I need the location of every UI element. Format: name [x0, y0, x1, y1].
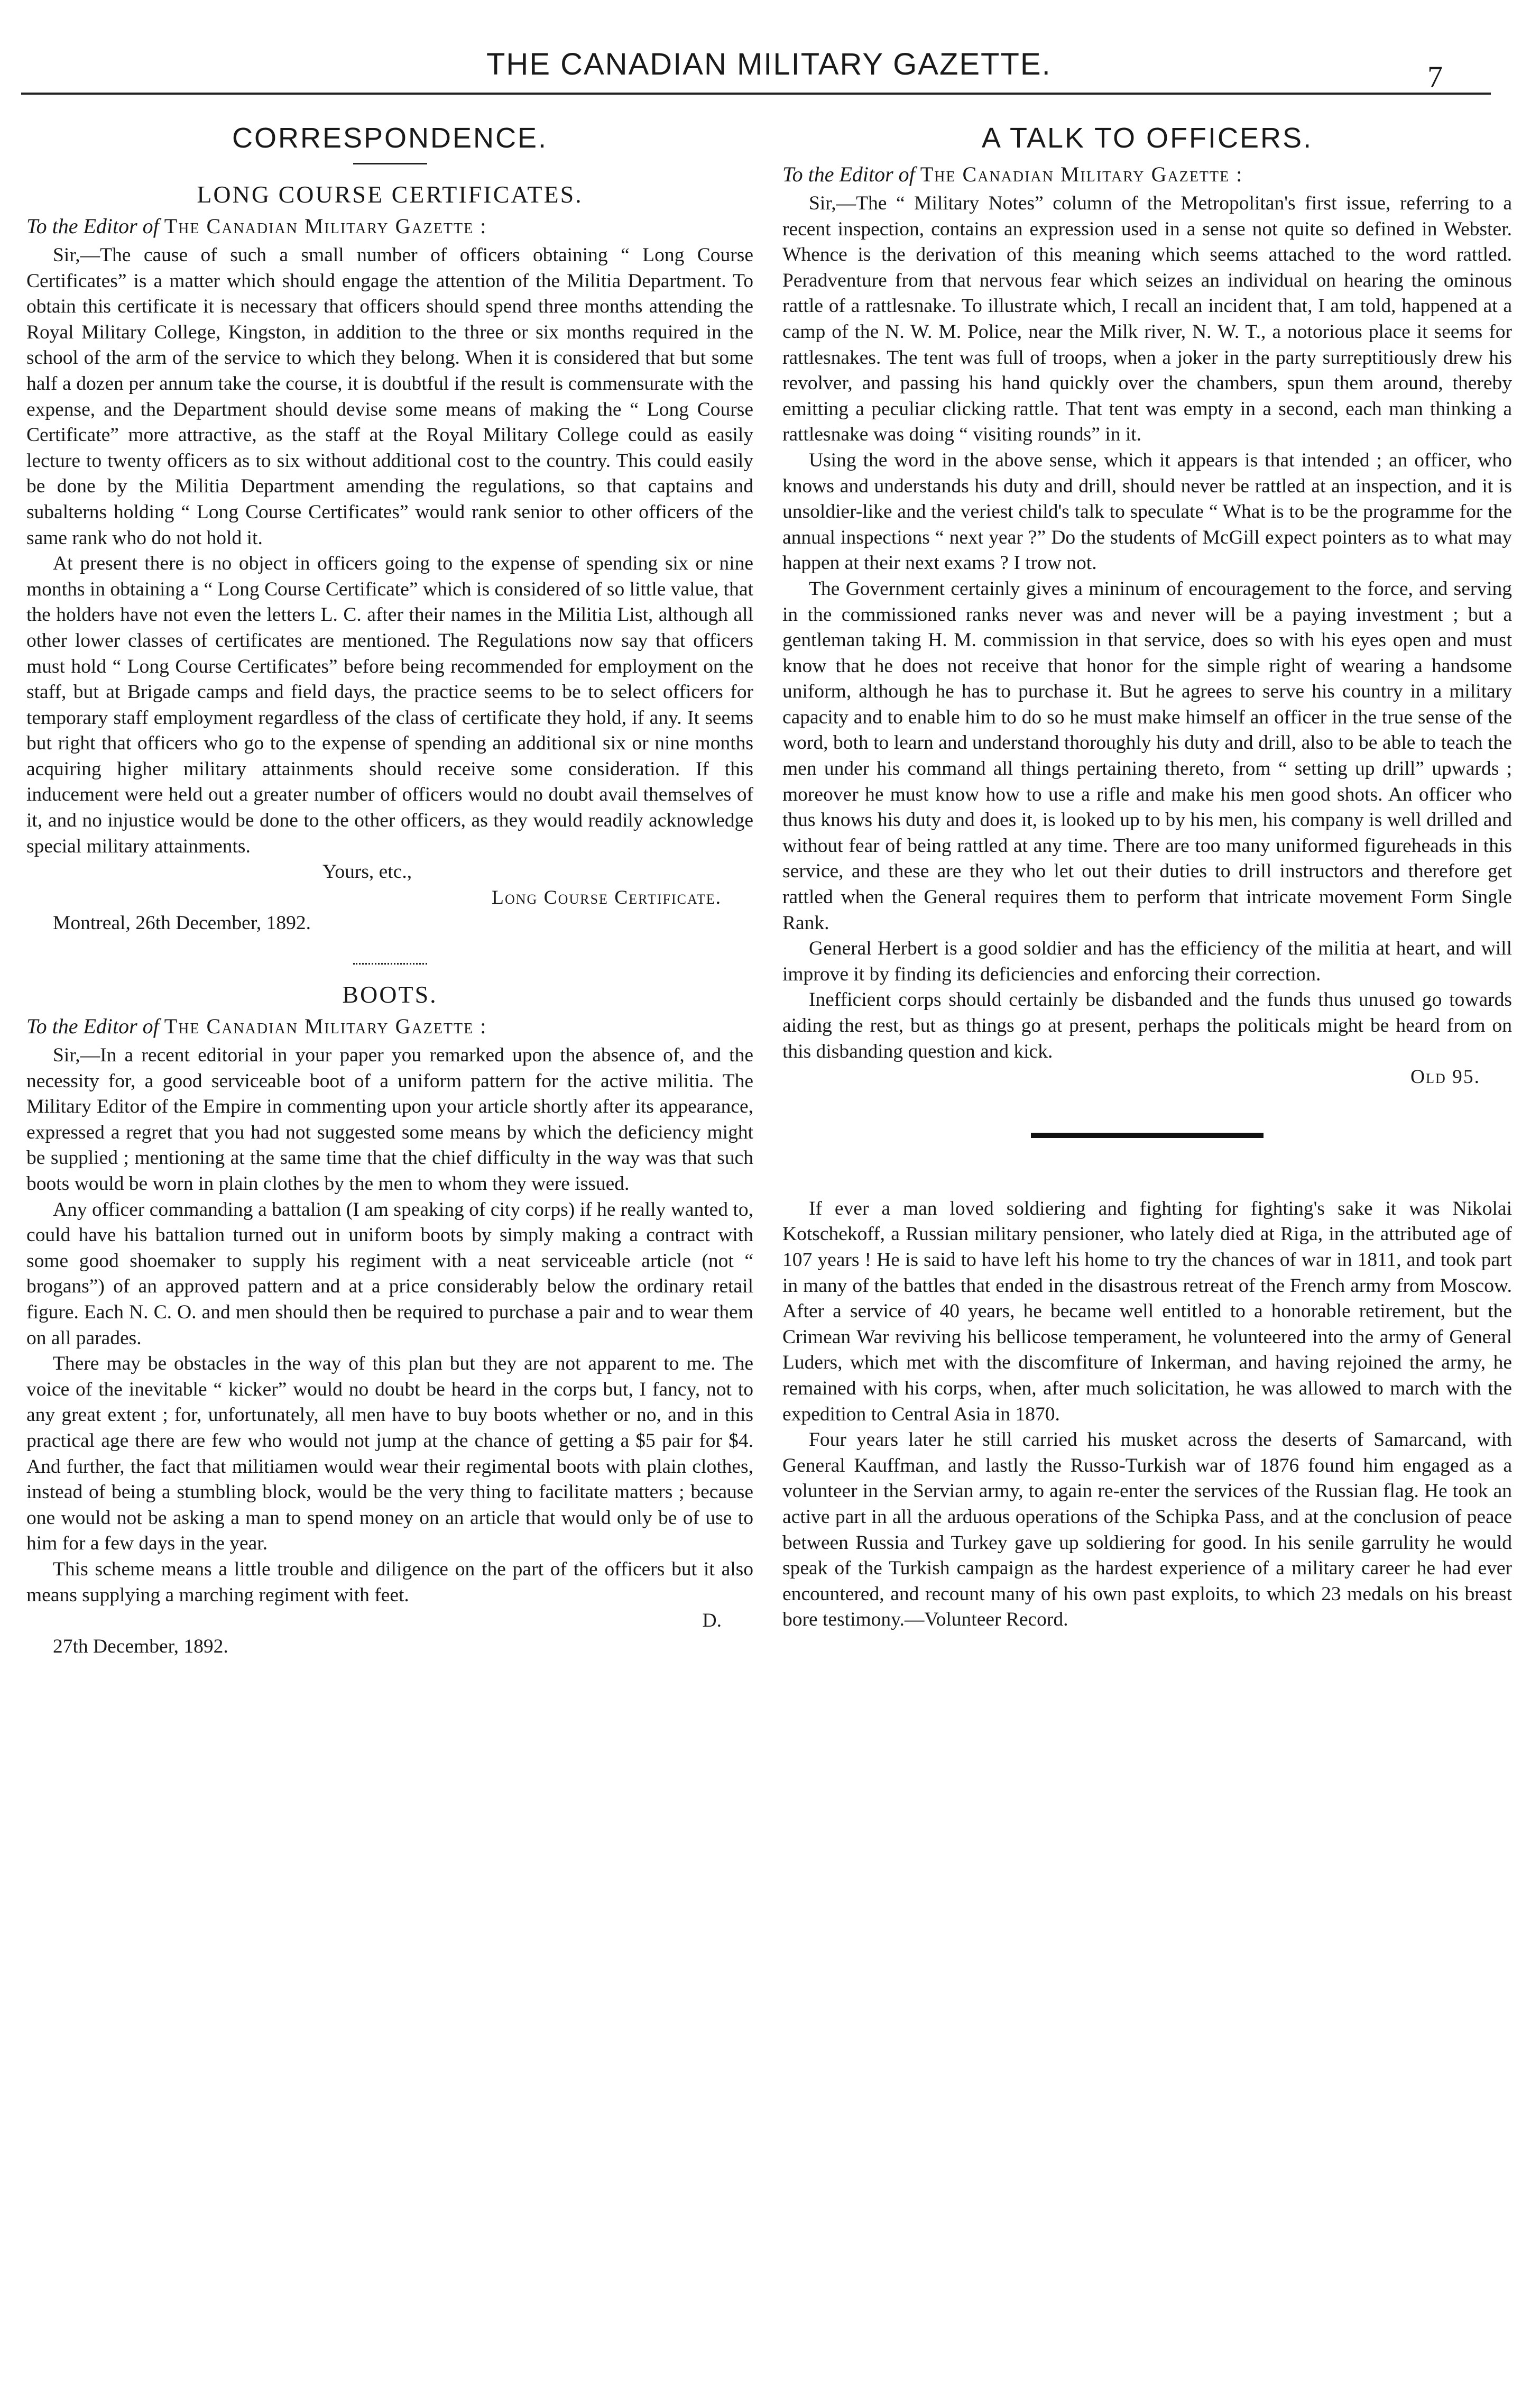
talk-heading: A TALK TO OFFICERS.	[981, 122, 1313, 154]
section-divider	[353, 963, 427, 965]
long-course-address	[26, 214, 753, 238]
letter-paragraph: At present there is no object in officers going to the expense of spending six or nine months in obtaining a “ Long Course Certificate” which is considered of so little value, that the holders have not even the letters L. C. after their names in the Militia List, although all other lower classes of certificates are mentioned. The Regulations now say that officers must hold “ Long Course Certificates” before being recommended for employment on the staff, but at Brigade camps and field days, the practice seems to be to select officers for temporary staff employment regardless of the class of certificate they hold, if any. It seems but right that officers who go to the expense of spending an additional six or nine months acquiring higher military attainments should receive some consideration. If this inducement were held out a greater number of officers would no doubt avail themselves of it, and no injustice would be done to the other officers, as they would readily acknowledge special military attainments.	[26, 553, 753, 857]
letter-paragraph: Sir,—The cause of such a small number of officers obtaining “ Long Course Certificates” is a matter which should engage the attention of the Militia Department. To obtain this certificate it is necessary that officers should spend three months attending the Royal Military College, Kingston, in addition to the three or six months required in the school of the arm of the service to which they belong. When it is considered that but some half a dozen per annum take the course, it is doubtful if the result is commensurate with the expense, and the Department should devise some means of making the “ Long Course Certificate” more attractive, as the staff at the Royal Military College could as easily lecture to twenty officers as to six without additional cost to the country. This could easily be done by the Militia Department amending the regulations, so that captains and subalterns holding “ Long Course Certificates” would rank senior to other officers of the same rank who do not hold it.	[26, 244, 753, 549]
boots-final-paragraph	[26, 1557, 753, 1608]
section-divider	[353, 163, 427, 164]
letter-paragraph: Sir,—The “ Military Notes” column of the Metropolitan's first issue, referring to a recent inspection, contains an expression used in a sense not quite so defined in Webster. Whence is the derivation of this meaning which seems attached to the word rattled. Peradventure from that nervous fear which seizes an individual on hearing the ominous rattle of a rattlesnake. To illustrate which, I recall an incident that, I am told, happened at a camp of the N. W. M. Police, near the Milk river, N. W. T., a notorious place it seems for rattlesnakes. The tent was full of troops, when a joker in the party surreptitiously drew his revolver, and passing his hand quickly over the chambers, spun them around, thereby emitting a peculiar clicking rattle. That tent was empty in a second, each man thinking a rattlesnake was doing “ visiting rounds” in it.	[782, 192, 1512, 446]
letter-closing: Yours, etc.,	[322, 861, 412, 883]
left-column	[26, 106, 753, 1659]
letter-paragraph: Using the word in the above sense, which it appears is that intended ; an officer, who knows and understands his duty and drill, should never be rattled at an inspection, and it is unsoldier-like and the veriest child's talk to speculate “ What is to be the programme for the annual inspections “ next year ?” Do the students of McGill expect pointers as to what may happen at their next exams ? I trow not.	[782, 449, 1512, 574]
address-prefix: To the Editor of	[26, 214, 159, 238]
letter-signature: Old 95.	[1410, 1066, 1480, 1088]
article-paragraph: If ever a man loved soldiering and fighting for fighting's sake it was Nikolai Kotschekoff, a Russian military pensioner, who lately died at Riga, in the attributed age of 107 years ! He is said to have left his home to try the chances of war in 1811, and took part in many of the battles that ended in the disastrous retreat of the French army from Moscow. After a service of 40 years, he became well entitled to a honorable retirement, but the Crimean War reviving his bellicose temperament, he volunteered into the army of General Luders, which met with the discomfiture of Inkerman, and having rejoined the army, he remained with his corps, when, after much solicitation, he was allowed to march with the expedition to Central Asia in 1870.	[782, 1197, 1512, 1425]
letter-paragraph: This scheme means a little trouble and diligence on the part of the officers but it also means supplying a marching regiment with feet.	[26, 1558, 753, 1606]
address-name: The Canadian Military Gazette :	[164, 1014, 487, 1039]
letter-paragraph: There may be obstacles in the way of this plan but they are not apparent to me. The voice of the inevitable “ kicker” would no doubt be heard in the corps but, I fancy, not to any great extent ; for, unfortunately, all men have to buy boots whether or no, and in this practical age there are few who would not jump at the chance of getting a $5 pair for $4. And further, the fact that militiamen would wear their regimental boots with plain clothes, instead of being a stumbling block, would be the very thing to facilitate matters ; because one would not be asking a man to spend money on an article that would only be of use to him for a few days in the year.	[26, 1353, 753, 1555]
boots-title: BOOTS.	[342, 981, 438, 1008]
address-prefix: To the Editor of	[782, 162, 915, 186]
address-name: The Canadian Military Gazette :	[920, 162, 1243, 186]
letter-paragraph: General Herbert is a good soldier and has the efficiency of the militia at heart, and will improve it by finding its deficiencies and enforcing their correction.	[782, 938, 1512, 985]
letter-paragraph: Sir,—In a recent editorial in your paper you remarked upon the absence of, and the necessity for, a good serviceable boot of a uniform pattern for the active militia. The Military Editor of the Empire in commenting upon your article shortly after its appearance, expressed a regret that you had not suggested some means by which the deficiency might be supplied ; mentioning at the same time that the chief difficulty in the way was that such boots would be worn in plain clothes by the men to whom they were issued.	[26, 1044, 753, 1195]
letter-paragraph: Any officer commanding a battalion (I am speaking of city corps) if he really wanted to, could have his battalion turned out in uniform boots by simply making a contract with some good shoemaker to supply his regiment with a neat serviceable article (not “ brogans”) of an approved pattern and at a price considerably below the ordinary retail figure. Each N. C. O. and men should then be required to purchase a pair and to wear them on all parades.	[26, 1198, 753, 1349]
letter-dateline: 27th December, 1892.	[53, 1635, 228, 1657]
letter-dateline: Montreal, 26th December, 1892.	[53, 912, 311, 934]
masthead-title: THE CANADIAN MILITARY GAZETTE.	[486, 47, 1052, 81]
letter-signature: D.	[702, 1610, 722, 1632]
letter-paragraph: Inefficient corps should certainly be disbanded and the funds thus unused go towards aiding the rest, but as things go at present, perhaps the politicals might be heard from on this disbanding question and kick.	[782, 989, 1512, 1062]
address-prefix: To the Editor of	[26, 1014, 159, 1039]
letter-signature: Long Course Certificate.	[492, 886, 722, 909]
talk-address	[782, 162, 1512, 187]
boots-address	[26, 1014, 753, 1039]
right-column	[782, 106, 1512, 1633]
masthead-rule	[21, 93, 1491, 95]
page-number: 7	[1427, 60, 1443, 94]
correspondence-heading: CORRESPONDENCE.	[232, 122, 548, 154]
long-course-title: LONG COURSE CERTIFICATES.	[197, 181, 583, 208]
heavy-divider	[1031, 1133, 1264, 1138]
letter-paragraph: The Government certainly gives a mininum of encouragement to the force, and serving in the commissioned ranks never was and never will be a paying investment ; but a gentleman taking H. M. commission in that service, does so with his eyes open and must know that he does not receive that honor for the simple right of wearing a handsome uniform, although he has to purchase it. But he agrees to serve his country in a military capacity and to enable him to do so he must make himself an officer in the true sense of the word, both to learn and understand thoroughly his duty and drill, also to be able to teach the men under his command all things pertaining thereto, from “ setting up drill” upwards ; moreover he must know how to use a rifle and make his men good shots. An officer who thus knows his duty and does it, is looked up to by his men, his company is well drilled and without fear of being rattled at any time. There are too many uniformed figureheads in this service, and these are they who let out their duties to drill instructors and therefore get rattled when the General requires them to perform that intricate movement Form Single Rank.	[782, 577, 1512, 934]
address-name: The Canadian Military Gazette :	[164, 214, 487, 238]
article-paragraph: Four years later he still carried his musket across the deserts of Samarcand, with General Kauffman, and lastly the Russo-Turkish war of 1876 found him engaged as a volunteer in the Servian army, to again re-enter the services of the Russian flag. He took an active part in all the arduous operations of the Schipka Pass, and at the conclusion of peace between Russia and Turkey gave up soldiering for good. In his senile garrulity he would speak of the Turkish campaign as the hardest experience of a military career he had ever encountered, and recount many of his own past exploits, to which 23 medals on his breast bore testimony.—Volunteer Record.	[782, 1429, 1512, 1631]
